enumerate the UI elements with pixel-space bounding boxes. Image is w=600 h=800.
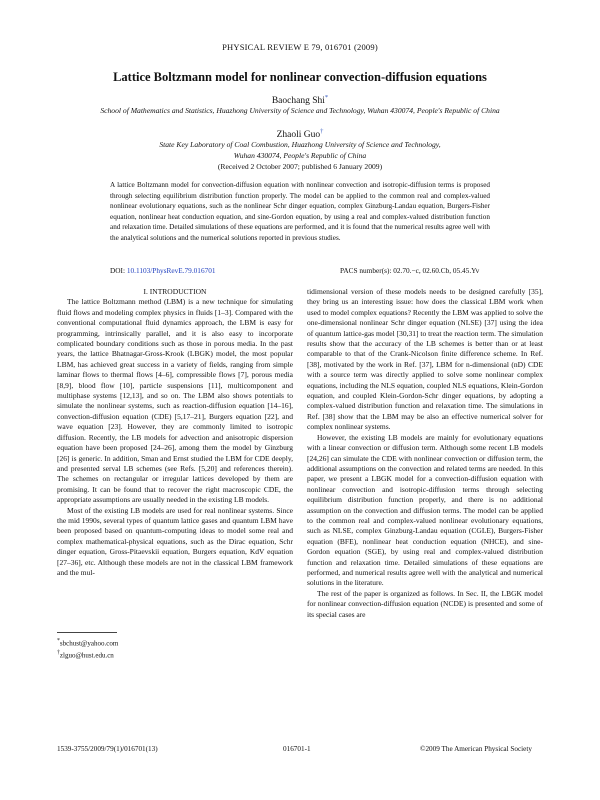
footnote-1-email[interactable]: sbchust@yahoo.com: [59, 639, 119, 648]
author-name: [0, 128, 600, 140]
footnote-rule: [57, 632, 117, 633]
intro-paragraph-2: Most of the existing LB models are used for real nonlinear systems. Since the mid 1990s, several types of quantum lattice gases and quantum LBM have been proposed based on quantum-computing ideas to model some real and complex mathematical-physical equations, such as the Dirac equation, Schr dinger equation, Gross-Pitaevskii equation, Burgers equation, KdV equation [27–36], etc. Although these models are not in the classical LBM framework and the mul-: [57, 505, 293, 577]
author-name: [0, 94, 600, 106]
footer-copyright: ©2009 The American Physical Society: [420, 745, 532, 753]
doi-link[interactable]: 10.1103/PhysRevE.79.016701: [126, 266, 216, 275]
left-column: [57, 287, 293, 578]
intro-paragraph-3: tidimensional version of these models needs to be designed carefully [35], they bring us an interesting issue: how does the classical LBM work when used to model complex equations? Recently the LBM was applied to solve the one-dimensional nonlinear Schr dinger equation (NLSE) [37] using the idea of quantum lattice-gas model [30,31] to treat the reaction term. The simulation results show that the accuracy of the LB schemes is better than or at least comparable to that of the Crank-Nicolson finite difference scheme. In Ref. [38], motivated by the work in Ref. [37], LBM for n-dimensional (nD) CDE with a source term was directly applied to solve some nonlinear complex equations, including the NLS equation, coupled NLS equations, Klein-Gordon equation, and coupled Klein-Gordon-Schr dinger equations, by adopting a complex-valued distribution function and relaxation time. The simulations in Ref. [38] show that the LBM may be also an effective numerical solver for complex nonlinear systems.: [307, 287, 543, 432]
footnote-2-email[interactable]: zlguo@hust.edu.cn: [59, 651, 114, 660]
footnote-1: [57, 636, 293, 648]
intro-paragraph-4: However, the existing LB models are mainly for evolutionary equations with a linear convection or diffusion term. Although some recent LB models [24,26] can simulate the CDE with nonlinear convection or diffusion term, the additional assumptions on the convection and related terms are needed. In this paper, we present a LBGK model for a convection-diffusion equation with nonlinear convection and isotropic-diffusion terms through selecting equilibrium distribution function properly, and there is no additional assumption on the convection and diffusion terms. The model can be applied to the common real and complex-valued nonlinear evolutionary equations, such as NLSE, complex Ginzburg-Landau equation (CGLE), Burgers-Fisher equation (BFE), nonlinear heat conduction equation (NHCE), and sine-Gordon equation (SGE), by using real and complex-valued distribution function and relaxation time. Detailed simulations of these equations are performed, and numerical results agree well with the analytical and numerical solutions in the literature.: [307, 432, 543, 588]
author-1-affiliation: School of Mathematics and Statistics, Huazhong University of Science and Technology, Wuhan 430074, People's Republic of China: [100, 106, 500, 115]
footer-issn: 1539-3755/2009/79(1)/016701(13): [57, 745, 158, 753]
footnotes: [57, 632, 293, 661]
doi-line: [110, 266, 216, 275]
section-heading: I. INTRODUCTION: [143, 287, 207, 296]
abstract: A lattice Boltzmann model for convection-diffusion equation with nonlinear convection and isotropic-diffusion terms is proposed through selecting equilibrium distribution function properly. The model can be applied to the common real and complex-valued nonlinear evolutionary equations, such as the nonlinear Schr dinger equation, complex Ginzburg-Landau equation, Burgers-Fisher equation, nonlinear heat conduction equation, and sine-Gordon equation, by using a real and complex-valued distribution function and relaxation time. Detailed simulations of these equations are performed, and it is found that the numerical results agree well with the analytical solutions and the numerical solutions reported in previous studies.: [110, 181, 490, 242]
doi-label: DOI:: [110, 266, 125, 275]
author-2-affiliation-line1: State Key Laboratory of Coal Combustion, Huazhong University of Science and Technology,: [159, 140, 441, 149]
received-dates: (Received 2 October 2007; published 6 January 2009): [217, 162, 383, 171]
intro-paragraph-5: The rest of the paper is organized as follows. In Sec. II, the LBGK model for nonlinear convection-diffusion equation (NCDE) is presented and some of its special cases are: [307, 588, 543, 619]
author-1-name: Baochang Shi: [271, 96, 325, 107]
author-1-footnote-mark[interactable]: *: [324, 94, 329, 101]
footnote-1-mark: *: [57, 638, 60, 644]
author-2-footnote-mark[interactable]: †: [320, 128, 324, 135]
paper-title: Lattice Boltzmann model for nonlinear convection-diffusion equations: [113, 70, 487, 84]
author-2-affiliation-line2: Wuhan 430074, People's Republic of China: [233, 150, 367, 160]
journal-header: PHYSICAL REVIEW E 79, 016701 (2009): [222, 42, 378, 52]
right-column: [307, 287, 543, 620]
footnote-2-mark: †: [57, 650, 60, 657]
author-2-name: Zhaoli Guo: [276, 130, 321, 141]
intro-paragraph-1: The lattice Boltzmann method (LBM) is a new technique for simulating fluid flows and modeling complex physics in fluids [1–3]. Compared with the conventional computational fluid dynamics approach, the LBM is easy for programming, intrinsically parallel, and it is also easy to incorporate complicated boundary conditions such as those in porous media. In the past years, the lattice Bhatnagar-Gross-Krook (LBGK) model, the most popular LBM, has achieved great success in a variety of fields, ranging from simple laminar flows to thermal flows [4–6], compressible flows [7], porous media [8,9], blood flow [10], particle suspensions [11], multicomponent and multiphase systems [12,13], and so on. The LBM also shows potentials to simulate the nonlinear systems, such as reaction-diffusion equation [14–16], convection-diffusion equation (CDE) [5,17–21], Burgers equation [22], and wave equation [23]. However, they are commonly limited to isotropic diffusion. Recently, the LB models for advection and anisotropic dispersion equation have been proposed [24–26], among them the model by Ginzburg [26] is generic. In addition, Sman and Ernst studied the LBM for CDE deeply, and presented serval LB schemes (see Refs. [5,20] and references therein). The schemes on rectangular or irregular lattices developed by them are promising. It can be found that to recover the right macroscopic CDE, the appropriate assumptions are usually needed in the existing LB models.: [57, 297, 293, 505]
pacs-numbers: PACS number(s): 02.70.−c, 02.60.Cb, 05.45.Yv: [340, 266, 480, 275]
author-2-affiliation: [40, 140, 560, 161]
footnote-2: [57, 648, 293, 660]
footer-page-number: 016701-1: [283, 745, 311, 753]
